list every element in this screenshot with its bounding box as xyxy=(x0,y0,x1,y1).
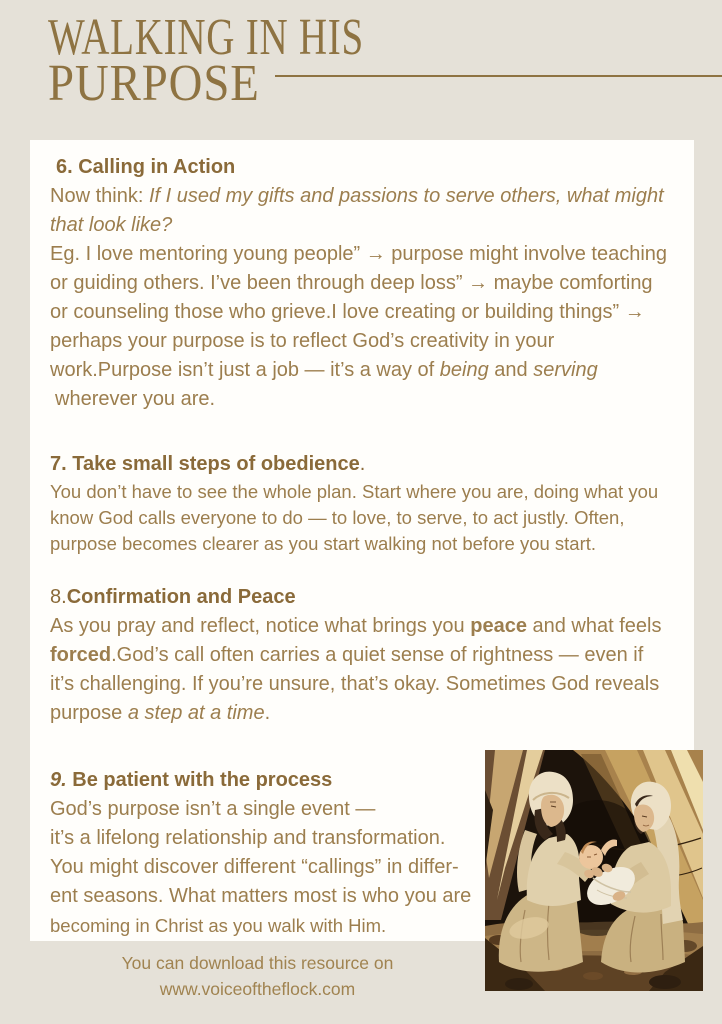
title-line-2-row xyxy=(48,55,722,112)
section-6-body: Eg. I love mentoring young people” → purpose might involve teaching or guiding others. I’ve been through deep loss” → maybe comforting or counseling those who grieve.I love creating or building things” → perhaps your purpose is to reflect God’s creativity in your work.Purpose isn’t just a job — it’s a way of being and serving wherever you are. xyxy=(50,243,668,410)
section-small-steps xyxy=(50,450,672,557)
section-8-heading: 8.Confirmation and Peace xyxy=(50,586,296,608)
title-block xyxy=(48,9,722,112)
tent-illustration xyxy=(485,750,703,991)
download-note-line-1: You can download this resource on xyxy=(121,953,394,973)
section-6-heading: 6. Calling in Action xyxy=(56,156,236,178)
tent-illustration-svg xyxy=(485,750,703,991)
section-6-intro: Now think: If I used my gifts and passions to serve others, what might that look like? xyxy=(50,185,664,236)
section-calling-in-action xyxy=(50,153,672,414)
page-title-line-1: WALKING IN HIS xyxy=(48,9,364,66)
website-url: www.voiceoftheflock.com xyxy=(159,979,356,999)
section-7-body: You don’t have to see the whole plan. Start where you are, doing what you know God calls everyone to do — to love, to serve, to act justly. Often, purpose becomes clearer as you start walking not before you start. xyxy=(50,481,659,554)
section-7-heading: 7. Take small steps of obedience. xyxy=(50,453,366,475)
section-9-heading: 9. Be patient with the process xyxy=(50,769,333,791)
download-note xyxy=(30,950,485,1002)
section-8-body: As you pray and reflect, notice what brings you peace and what feels forced.God’s call often carries a quiet sense of rightness — even if it’s challenging. If you’re unsure, that’s okay. Sometimes God reveals purpose a step at a time. xyxy=(50,615,662,724)
section-confirmation-peace xyxy=(50,583,672,728)
page-title-line-2: PURPOSE xyxy=(48,55,260,112)
title-divider-line xyxy=(275,75,722,77)
section-9-body: God’s purpose isn’t a single event — it’s a lifelong relationship and transformation. You might discover different “callings” in differ- ent seasons. What matters most is who you are becoming in Christ as you walk with Him. xyxy=(50,798,472,936)
